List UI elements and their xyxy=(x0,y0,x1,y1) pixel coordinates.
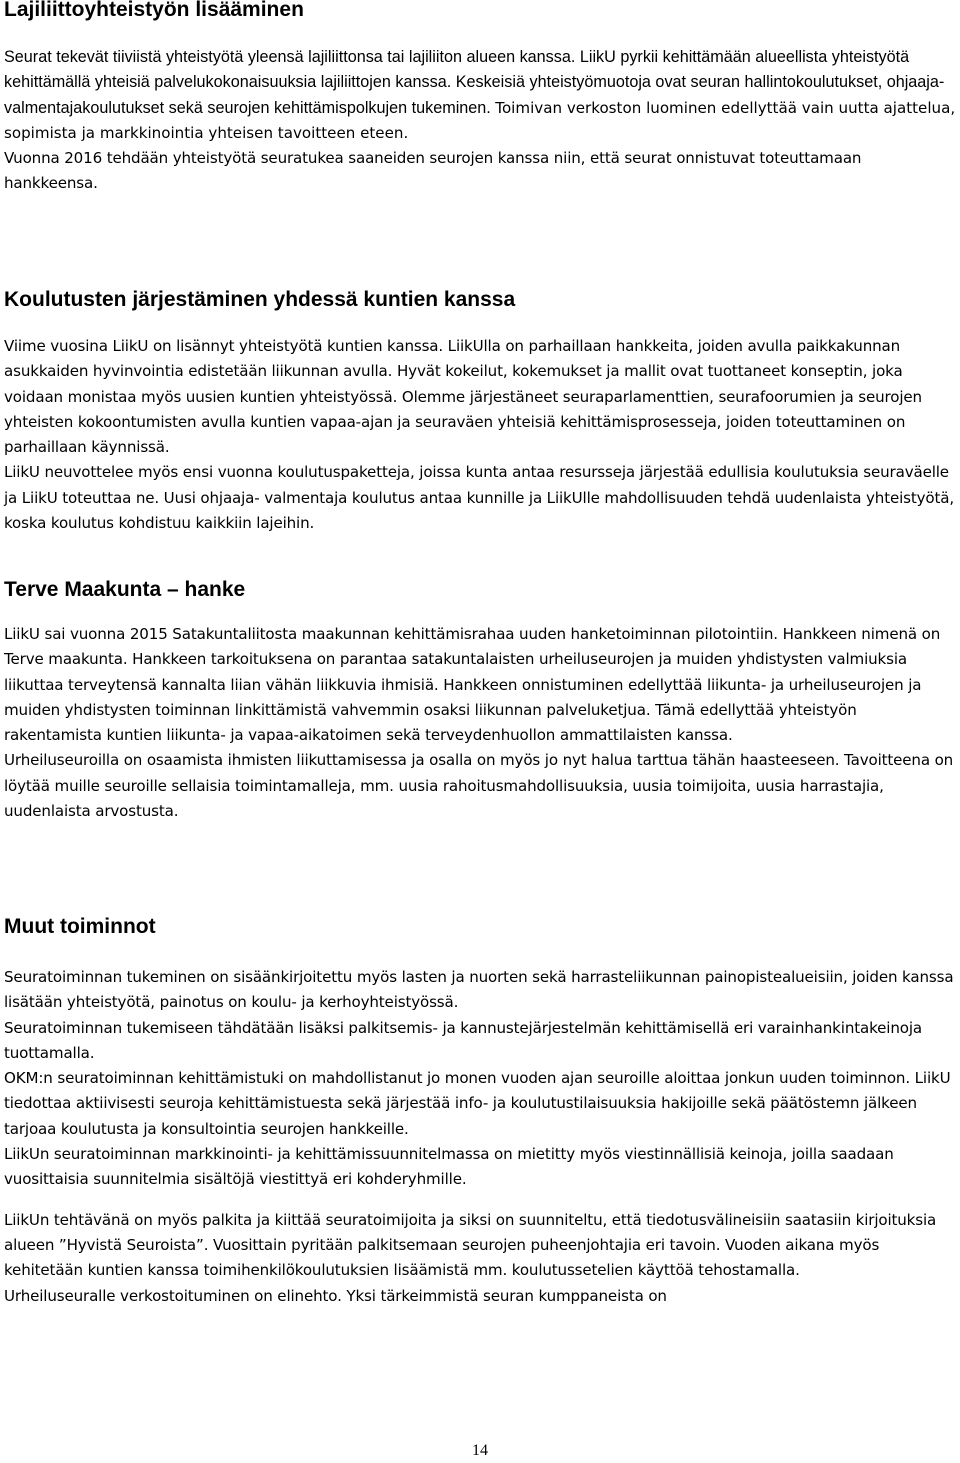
paragraph: Urheiluseuroilla on osaamista ihmisten liikuttamisessa ja osalla on myös jo nyt halua tarttua tähän haasteeseen. Tavoitteena on löytää muille seuroille sellaisia toimintamalleja, mm. uusia rahoitusmahdollisuuksia, uusia toimijoita, uusia harrastajia, uudenlaista arvostusta. xyxy=(4,751,954,821)
paragraph: LiikU neuvottelee myös ensi vuonna koulutuspaketteja, joissa kunta antaa resursseja järjestää edullisia koulutuksia seuraväelle ja LiikU toteuttaa ne. Uusi ohjaaja- valmentaja koulutus antaa kunnille ja LiikUlle mahdollisuuden tehdä uudenlaista yhteistyötä, koska koulutus kohdistuu kaikkiin lajeihin. xyxy=(4,463,955,533)
paragraph: LiikU sai vuonna 2015 Satakuntaliitosta maakunnan kehittämisrahaa uuden hanketoiminnan pilotointiin. Hankkeen nimenä on Terve maakunta. Hankkeen tarkoituksena on parantaa satakuntalaisten urheiluseurojen ja muiden yhdistysten valmiuksia liikuttaa terveytensä kannalta liian vähän liikkuvia ihmisiä. Hankkeen onnistuminen edellyttää liikunta- ja urheiluseurojen ja muiden yhdistysten toiminnan linkittämistä vahvemmin osaksi liikunnan palveluketjua. Tämä edellyttää yhteistyön rakentamista kuntien liikunta- ja vapaa-aikatoimen sekä terveydenhuollon ammattilaisten kanssa. xyxy=(4,625,941,745)
paragraph: LiikUn tehtävänä on myös palkita ja kiittää seuratoimijoita ja siksi on suunniteltu, että tiedotusvälineisiin saatasiin kirjoituksia alueen ”Hyvistä Seuroista”. Vuosittain pyritään palkitsemaan seurojen puheenjohtajia eri tavoin. Vuoden aikana myös kehitetään kuntien kanssa toimihenkilökoulutuksien lisäämistä mm. koulutussetelien käyttöä tehostamalla. xyxy=(4,1210,937,1280)
paragraph-gap xyxy=(4,1193,958,1208)
paragraph: Urheiluseuralle verkostoituminen on elinehto. Yksi tärkeimmistä seuran kumppaneista on xyxy=(4,1286,667,1305)
paragraph xyxy=(4,45,958,146)
section-body-terve-maakunta xyxy=(4,622,958,824)
section-heading-koulutusten-jarjestaminen: Koulutusten järjestäminen yhdessä kuntien kanssa xyxy=(4,288,516,311)
page-number: 14 xyxy=(472,1442,488,1459)
paragraph: LiikUn seuratoiminnan markkinointi- ja kehittämissuunnitelmassa on mietitty myös viestinnällisiä keinoja, joilla saadaan vuosittaisia suunnitelmia sisältöjä viestittyä eri kohderyhmille. xyxy=(4,1145,894,1189)
paragraph: Viime vuosina LiikU on lisännyt yhteistyötä kuntien kanssa. LiikUlla on parhaillaan hankkeita, joiden avulla paikkakunnan asukkaiden hyvinvointia edistetään liikunnan avulla. Hyvät kokeilut, kokemukset ja mallit ovat tuottaneet konseptin, joka voidaan monistaa myös uusien kuntien yhteistyössä. Olemme järjestäneet seuraparlamenttien, seurafoorumien ja seurojen yhteisten kokoontumisten avulla kuntien vapaa-ajan ja seuraväen yhteisiä kehittämisprosesseja, joiden toteuttaminen on parhaillaan käynnissä. xyxy=(4,337,922,457)
paragraph: Vuonna 2016 tehdään yhteistyötä seuratukea saaneiden seurojen kanssa niin, että seurat onnistuvat toteuttamaan hankkeensa. xyxy=(4,149,862,193)
section-body-muut-toiminnot xyxy=(4,965,958,1309)
paragraph: Seuratoiminnan tukemiseen tähdätään lisäksi palkitsemis- ja kannustejärjestelmän kehittämisellä eri varainhankintakeinoja tuottamalla. xyxy=(4,1018,922,1062)
paragraph-text: Toimivan verkoston luominen edellyttää vain uutta ajattelua, sopimista ja markkinointia yhteisen tavoitteen eteen. xyxy=(4,98,956,142)
section-heading-lajiliittoyhteistyo: Lajiliittoyhteistyön lisääminen xyxy=(4,0,304,21)
paragraph: OKM:n seuratoiminnan kehittämistuki on mahdollistanut jo monen vuoden ajan seuroille aloittaa jonkun uuden toiminnon. LiikU tiedottaa aktiivisesti seuroja kehittämistuesta sekä järjestää info- ja koulutustilaisuuksia hakijoille sekä päätöstemn jälkeen tarjoaa koulutusta ja konsultointia seurojen hankkeille. xyxy=(4,1069,951,1138)
paragraph-text: Seurat tekevät tiiviistä yhteistyötä yleensä lajiliittonsa tai lajiliiton alueen kanssa. LiikU pyrkii kehittämään alueellista yhteistyötä kehittämällä yhteisiä palvelukokonaisuuksia lajiliittojen kanssa. Keskeisiä yhteistyömuotoja ovat seuran hallintokoulutukset, ohjaaja-valmentajakoulutukset sekä seurojen kehittämispolkujen tukeminen. xyxy=(4,48,945,117)
paragraph: Seuratoiminnan tukeminen on sisäänkirjoitettu myös lasten ja nuorten sekä harrasteliikunnan painopistealueisiin, joiden kanssa lisätään yhteistyötä, painotus on koulu- ja kerhoyhteistyössä. xyxy=(4,968,954,1012)
section-heading-muut-toiminnot: Muut toiminnot xyxy=(4,915,156,938)
section-body-koulutusten-jarjestaminen xyxy=(4,334,958,536)
section-body-lajiliittoyhteistyo xyxy=(4,45,958,197)
section-heading-terve-maakunta: Terve Maakunta – hanke xyxy=(4,578,246,601)
